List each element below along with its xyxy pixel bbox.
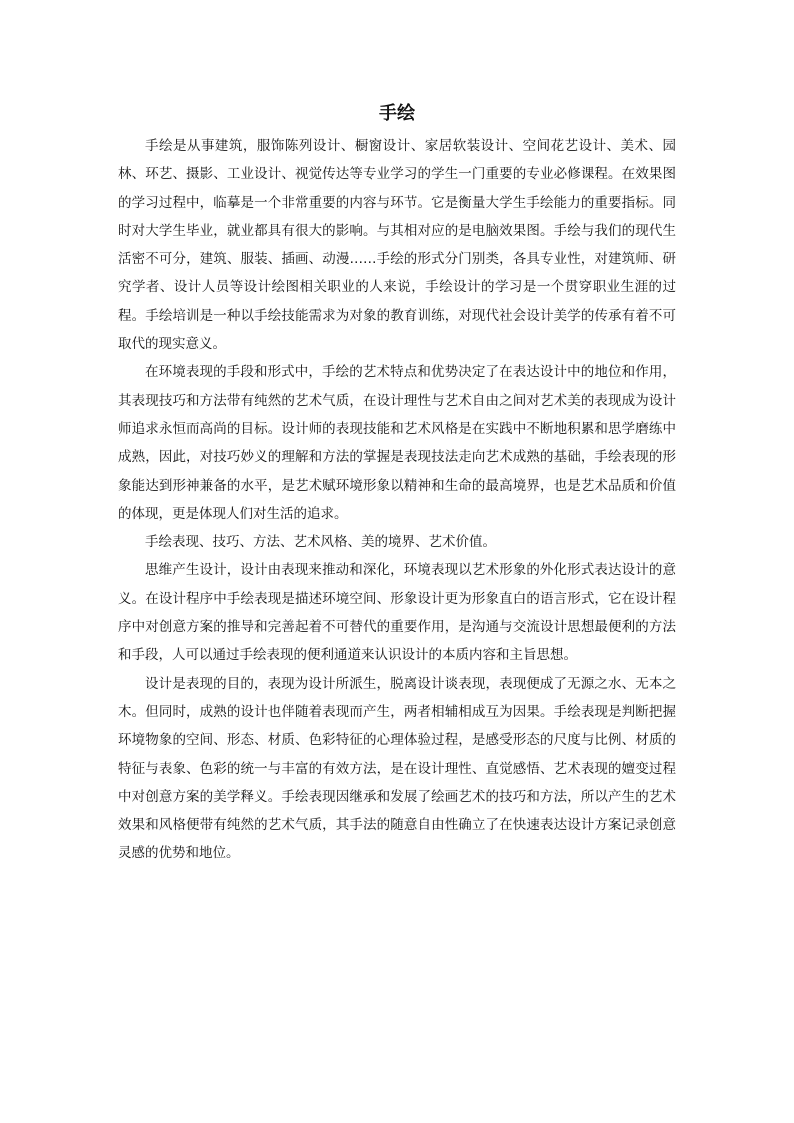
- paragraph-1: 手绘是从事建筑，服饰陈列设计、橱窗设计、家居软装设计、空间花艺设计、美术、园林、环艺、摄影、工业设计、视觉传达等专业学习的学生一门重要的专业必修课程。在效果图的学习过程中，临摹是一个非常重要的内容与环节。它是衡量大学生手绘能力的重要指标。同时对大学生毕业，就业都具有很大的影响。与其相对应的是电脑效果图。手绘与我们的现代生活密不可分，建筑、服装、插画、动漫……手绘的形式分门别类，各具专业性，对建筑师、研究学者、设计人员等设计绘图相关职业的人来说，手绘设计的学习是一个贯穿职业生涯的过程。手绘培训是一种以手绘技能需求为对象的教育训练，对现代社会设计美学的传承有着不可取代的现实意义。: [118, 138, 676, 353]
- paragraph-3: 手绘表现、技巧、方法、艺术风格、美的境界、艺术价值。: [145, 534, 496, 551]
- document-title: 手绘: [379, 103, 415, 124]
- paragraph-5: 设计是表现的目的，表现为设计所派生，脱离设计谈表现，表现便成了无源之水、无本之木。但同时，成熟的设计也伴随着表现而产生，两者相辅相成互为因果。手绘表现是判断把握环境物象的空间、形态、材质、色彩特征的心理体验过程，是感受形态的尺度与比例、材质的特征与表象、色彩的统一与丰富的有效方法，是在设计理性、直觉感悟、艺术表现的嬗变过程中对创意方案的美学释义。手绘表现因继承和发展了绘画艺术的技巧和方法，所以产生的艺术效果和风格便带有纯然的艺术气质，其手法的随意自由性确立了在快速表达设计方案记录创意灵感的优势和地位。: [118, 675, 676, 862]
- document-page: [118, 100, 676, 868]
- paragraph-2: 在环境表现的手段和形式中，手绘的艺术特点和优势决定了在表达设计中的地位和作用，其表现技巧和方法带有纯然的艺术气质，在设计理性与艺术自由之间对艺术美的表现成为设计师追求永恒而高尚的目标。设计师的表现技能和艺术风格是在实践中不断地积累和思学磨练中成熟，因此，对技巧妙义的理解和方法的掌握是表现技法走向艺术成熟的基础，手绘表现的形象能达到形神兼备的水平，是艺术赋环境形象以精神和生命的最高境界，也是艺术品质和价值的体现，更是体现人们对生活的追求。: [118, 364, 676, 522]
- paragraph-4: 思维产生设计，设计由表现来推动和深化，环境表现以艺术形象的外化形式表达设计的意义。在设计程序中手绘表现是描述环境空间、形象设计更为形象直白的语言形式，它在设计程序中对创意方案的推导和完善起着不可替代的重要作用，是沟通与交流设计思想最便利的方法和手段，人可以通过手绘表现的便利通道来认识设计的本质内容和主旨思想。: [118, 562, 676, 664]
